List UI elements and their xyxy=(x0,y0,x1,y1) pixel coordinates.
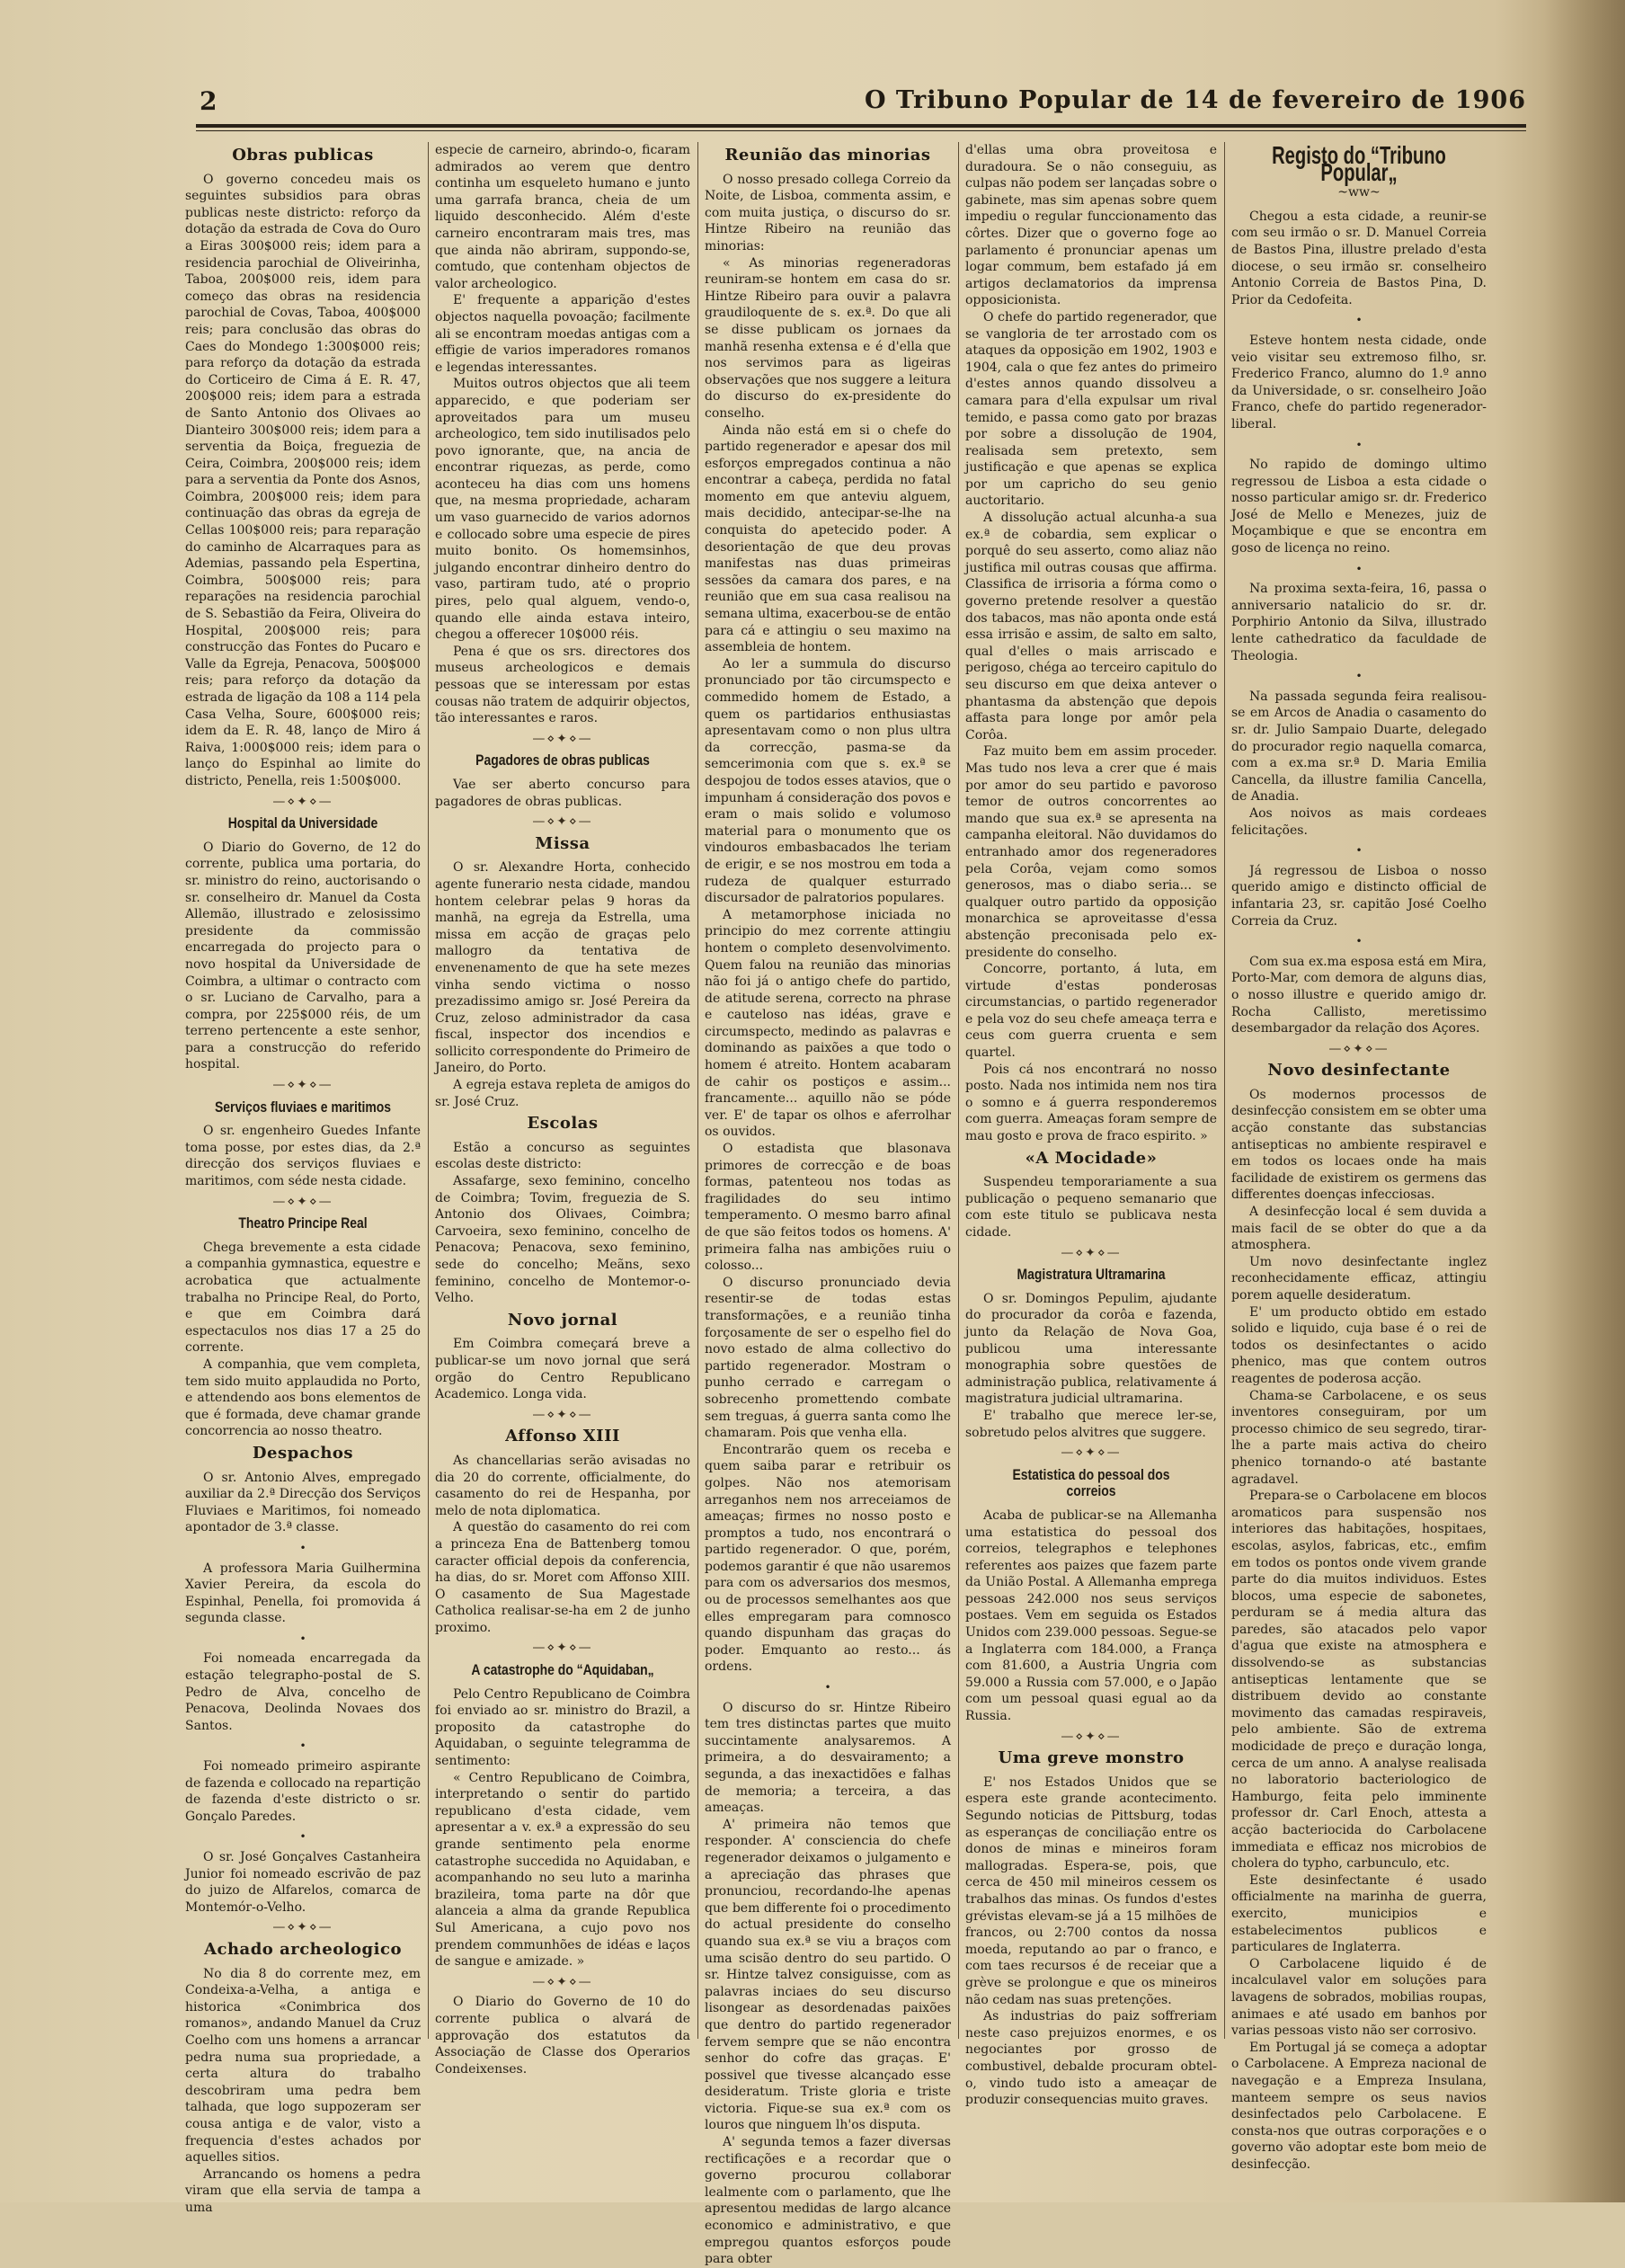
column-1 xyxy=(185,142,421,2215)
article-text: O nosso presado collega Correio da Noite, de Lisboa, commenta assim, e com muita justiça, o discurso do sr. Hintze Ribeiro na reunião das minorias: xyxy=(705,172,951,253)
article-text: Concorre, portanto, á luta, em virtude d'estas ponderosas circumstancias, o partido regenerador e pela voz do seu chefe ameaça terra e ceus com guerra cruenta e sem quartel. xyxy=(965,962,1217,1061)
article-text: Já regressou de Lisboa o nosso querido amigo e distincto official de infantaria 23, sr. capitão José Coelho Correia da Cruz. xyxy=(1231,863,1487,929)
separator-dot: • xyxy=(1355,438,1363,451)
article-text: E' um producto obtido em estado solido e liquido, cuja base é o rei de todos os desinfectantes o acido phenico, mas que contem outros reagentes de poderosa acção. xyxy=(1231,1304,1487,1386)
article-text: d'ellas uma obra proveitosa e duradoura. Se o não conseguiu, as culpas não podem ser lançadas sobre o gabinete, mas sim apenas sobre quem impediu o regular funccionamento das côrtes. Dizer que o governo foge ao parlamento é pronunciar apenas um logar commum, bem estafado já em artigos declamatorios da imprensa opposicionista. xyxy=(965,143,1217,308)
headline-servicos: Serviços fluviaes e maritimos xyxy=(214,1098,392,1116)
column-divider xyxy=(1224,142,1225,2039)
column-divider xyxy=(958,142,959,2039)
article-text: A egreja estava repleta de amigos do sr. José Cruz. xyxy=(435,1078,690,1109)
separator-dot: • xyxy=(1355,935,1363,948)
section-ornament: —⋄✦⋄— xyxy=(272,1194,333,1209)
section-ornament: —⋄✦⋄— xyxy=(532,1641,593,1656)
article-text: E' trabalho que merece ler-se, sobretudo pelos alvitres que suggere. xyxy=(965,1408,1217,1440)
headline-registo: Registo do “Tribuno Popular„ xyxy=(1272,141,1446,186)
headline-despachos: Despachos xyxy=(252,1443,354,1463)
separator-dot: • xyxy=(299,1541,306,1554)
article-text: Estão a concurso as seguintes escolas deste districto: xyxy=(435,1140,690,1172)
article-text: Foi nomeado primeiro aspirante de fazenda e collocado na repartição de fazenda d'este districto o sr. Gonçalo Paredes. xyxy=(185,1759,421,1824)
article-text: O estadista que blasonava primores de correcção e de boas formas, patenteou nos todas as fragilidades do seu intimo temperamento. O mesmo barro afinal de que são feitos todos os homens. A' primeira falha nas ambições ruiu o colosso... xyxy=(705,1142,951,1274)
article-text: Chama-se Carbolacene, e os seus inventores conseguiram, por um processo chimico de seu segredo, tirar-lhe a parte mais activa do cheiro phenico tornando-o até bastante agradavel. xyxy=(1231,1388,1487,1487)
header-rule-thick xyxy=(196,124,1526,128)
article-text: Ainda não está em si o chefe do partido regenerador e apesar dos mil esforços empregados continua a não encontrar a cabeça, perdida no fatal momento em que anteviu alguem, mais decidido, antecipar-se-lhe na conquista do apetecido poder. A desorientação de que deu provas manifestas nas duas primeiras sessões da camara dos pares, e na reunião que em sua casa realisou na semana ultima, exacerbou-se de então para cá e attingiu o seu maximo na assembleia de hontem. xyxy=(705,422,951,655)
article-text: Muitos outros objectos que ali teem apparecido, e que poderiam ser aproveitados para um museu archeologico, tem sido inutilisados pelo povo ignorante, que, na ancia de encontrar riquezas, as perde, como aconteceu ha dias com uns homens que, na mesma propriedade, acharam um vaso guarnecido de varios adornos e collocado sobre uma especie de pires muito bonito. Os homemsinhos, julgando encontrar dinheiro dentro do vaso, partiram tudo, até o proprio pires, pelo qual alguem, vendo-o, quando elle ainda estava inteiro, chegou a offerecer 10$000 réis. xyxy=(435,377,690,643)
headline-magistratura: Magistratura Ultramarina xyxy=(1017,1266,1166,1284)
masthead-title: O Tribuno Popular de 14 de fevereiro de 1906 xyxy=(865,86,1526,114)
article-text: O Diario do Governo, de 12 do corrente, publica uma portaria, do sr. ministro do reino, auctorisando o sr. conselheiro dr. Manuel da Costa Allemão, illustrado e zelosissimo presidente da commissão encarregada do projecto para o novo hospital da Universidade de Coimbra, a ultimar o contracto com o sr. Luciano de Carvalho, para a compra, por 225$000 réis, de um terreno pertencente a este senhor, para a construcção do referido hospital. xyxy=(185,840,421,1072)
headline-affonso: Affonso XIII xyxy=(505,1427,620,1446)
page-number: 2 xyxy=(200,86,218,116)
article-text: O discurso do sr. Hintze Ribeiro tem tres distinctas partes que muito succintamente analysaremos. A primeira, a do desvairamento; a segunda, a das inexactidões e falhas de memoria; a terceira, a das ameaças. xyxy=(705,1700,951,1816)
article-text: O sr. Antonio Alves, empregado auxiliar da 2.ª Direcção dos Serviços Fluviaes e Maritimos, foi nomeado apontador de 3.ª classe. xyxy=(185,1470,421,1535)
separator-dot: • xyxy=(1355,670,1363,683)
column-3 xyxy=(705,142,951,2267)
headline-obras-publicas: Obras publicas xyxy=(232,146,374,165)
article-text: Com sua ex.ma esposa está em Mira, Porto-Mar, com demora de alguns dias, o nosso illustre e querido amigo dr. Rocha Callisto, meretissimo desembargador da relação dos Açores. xyxy=(1231,954,1487,1036)
article-text: Acaba de publicar-se na Allemanha uma estatistica do pessoal dos correios, telegraphos e telephones referentes aos paizes que fazem parte da União Postal. A Allemanha emprega pessoas 242.000 nos seus serviços postaes. Vem em seguida os Estados Unidos com 239.000 pessoas. Segue-se a Inglaterra com 184.000, a França com 81.600, a Austria Ungria com 59.000 a Russia com 57.000, e o Japão com um pessoal quasi egual ao da Russia. xyxy=(965,1508,1217,1724)
article-text: O Carbolacene liquido é de incalculavel valor em soluções para lavagens de sobrados, mobilias roupas, animaes e até usado em banhos por varias pessoas visto não ser corrosivo. xyxy=(1231,1956,1487,2039)
section-ornament: —⋄✦⋄— xyxy=(1328,1041,1390,1056)
separator-dot: • xyxy=(1355,562,1363,575)
article-text: O sr. Alexandre Horta, conhecido agente funerario nesta cidade, mandou hontem celebrar pelas 9 horas da manhã, na egreja da Estrella, uma missa em acção de graças pelo mallogro da tentativa de envenenamento de que ha sete mezes vinha sendo victima o nosso prezadissimo amigo sr. José Pereira da Cruz, zeloso administrador da casa fiscal, inspector dos incendios e sollicito correspondente do Primeiro de Janeiro, do Porto. xyxy=(435,860,690,1076)
article-text: A metamorphose iniciada no principio do mez corrente attingiu hontem o completo desenvolvimento. Quem falou na reunião das minorias não foi já o antigo chefe do partido, de atitude serena, correcto na phrase e cauteloso nas idéas, grave e circumspecto, medindo as palavras e dominando as paixões a que todo o homem é atreito. Hontem acabaram de cahir os postiços e assim... francamente... aquillo não se póde ver. E' de tapar os olhos e aferrolhar os ouvidos. xyxy=(705,907,951,1140)
section-ornament: —⋄✦⋄— xyxy=(1061,1245,1122,1260)
headline-missa: Missa xyxy=(535,833,591,853)
article-text: « As minorias regeneradoras reuniram-se hontem em casa do sr. Hintze Ribeiro para ouvir a palavra graudiloquente de s. ex.ª. Do que ali se disse publicam os jornaes da manhã resenha extensa e é d'ella que nos servimos para as ligeiras observações que nos suggere a leitura do discurso do ex-presidente do conselho. xyxy=(705,255,951,421)
article-text: Pena é que os srs. directores dos museus archeologicos e demais pessoas que se interessam por estas cousas não tratem de adquirir objectos, tão interessantes e raros. xyxy=(435,644,690,726)
headline-reuniao: Reunião das minorias xyxy=(724,146,931,165)
article-text: Ao ler a summula do discurso pronunciado por tão circumspecto e commedido homem de Estado, a quem os partidarios enthusiastas apresentavam como o non plus ultra da correcção, pasma-se da semcerimonia com que s. ex.ª se despojou de todos esses atavios, que o impunham á consideração dos povos e eram o mais solido e volumoso material para o monumento que os vindouros embasbacados lhe teriam de erigir, e se nos mostrou em toda a rudeza de qualquer esturrado discursador de palratorios populares. xyxy=(705,656,951,906)
section-ornament: —⋄✦⋄— xyxy=(1061,1729,1122,1744)
column-divider xyxy=(428,142,429,2039)
article-text: Vae ser aberto concurso para pagadores de obras publicas. xyxy=(435,777,690,809)
section-ornament: —⋄✦⋄— xyxy=(1061,1445,1122,1461)
article-text: Encontrarão quem os receba e quem saiba parar e retribuir os golpes. Não nos atemorisam arreganhos nem nos arreceiamos de ameaças; firmes no nosso posto e promptos a tudo, nos encontrará o partido regenerador. O que, porém, podemos garantir é que não usaremos para com os adversarios dos mesmos, ou de processos semelhantes aos que elles empregaram para comnosco quando dispunham das graças do poder. Emquanto ao resto... ás ordens. xyxy=(705,1442,951,1675)
article-text: E' nos Estados Unidos que se espera este grande acontecimento. Segundo noticias de Pittsburg, todas as esperanças de conciliação entre os donos de minas e mineiros foram mallogradas. Espera-se, pois, que cerca de 450 mil mineiros cessem os trabalhos das minas. Os fundos d'estes grévistas elevam-se já a 15 milhões de francos, ou 2:700 contos da nossa moeda, reputando ao par o franco, e com taes recursos é de receiar que a grève se prolongue e que os mineiros não cedam nas suas pretenções. xyxy=(965,1774,1217,2007)
article-text: A' primeira não temos que responder. A' consciencia do chefe regenerador deixamos o julgamento e a apreciação das phrases que pronunciou, recordando-lhe apenas que bem differente foi o procedimento do actual presidente do conselho quando sua ex.ª se viu a braços com uma scisão dentro do seu partido. O sr. Hintze talvez consiguisse, com as palavras inciaes do seu discurso lisongear as desordenadas paixões que dentro do partido regenerador fervem sempre que se não encontra senhor do cofre das graças. E' possivel que tivesse alcançado esse desideratum. Triste gloria e triste victoria. Fique-se sua ex.ª com os louros que ninguem lh'os disputa. xyxy=(705,1817,951,2133)
article-text: O sr. Domingos Pepulim, ajudante do procurador da corôa e fazenda, junto da Relação de Nova Goa, publicou uma interessante monographia sobre questões de administração publica, relativamente á magistratura judicial ultramarina. xyxy=(965,1291,1217,1407)
article-text: Chega brevemente a esta cidade a companhia gymnastica, equestre e acrobatica que actualmente trabalha no Principe Real, do Porto, e que em Coimbra dará espectaculos nos dias 17 a 25 do corrente. xyxy=(185,1240,421,1356)
column-divider xyxy=(697,142,698,2039)
headline-greve: Uma greve monstro xyxy=(998,1748,1185,1768)
article-text: O governo concedeu mais os seguintes subsidios para obras publicas neste districto: reforço da dotação da estrada de Cova do Ouro a Eiras 300$000 reis; idem para a residencia parochial de Oliveirinha, Taboa, 200$000 reis, idem para começo das obras na residencia parochial de Covas, Taboa, 400$000 reis; para conclusão das obras do Caes do Mondego 1:300$000 reis; para reforço da dotação da estrada do Corticeiro de Cima á E. R. 47, 200$000 reis; idem para a estrada de Santo Antonio dos Olivaes ao Dianteiro 300$000 reis; idem para a serventia da Boiça, freguezia de Ceira, Coimbra, 200$000 reis; idem para a serventia da Ponte dos Asnos, Coimbra, 200$000 reis; idem para continuação das obras da egreja de Cellas 100$000 reis; para reparação do caminho de Alcarraques para as Ademias, passando pela Espertina, Coimbra, 500$000 reis; para reparações na residencia parochial de S. Sebastião da Feira, Oliveira do Hospital, 200$000 reis; para construcção das Fontes do Pucaro e Valle da Egreja, Penacova, 500$000 reis; para reforço da dotação da estrada de ligação da 108 a 114 pela Casa Velha, Soure, 600$000 reis; idem da E. R. 48, lanço de Miro á Raiva, 1:000$000 reis; idem para o lanço do Espinhal ao limite do districto, Penella, reis 1:500$000. xyxy=(185,172,421,788)
article-text: Pois cá nos encontrará no nosso posto. Nada nos intimida nem nos tira o somno e á guerra responderemos com guerra. Ameaças foram sempre de mau gosto e prova de fraco espirito. » xyxy=(965,1062,1217,1144)
page-header xyxy=(196,81,1526,122)
page-edge-shadow xyxy=(1544,0,1625,2202)
separator-dot: • xyxy=(299,1739,306,1753)
separator-dot: • xyxy=(299,1632,306,1645)
article-text: Faz muito bem em assim proceder. Mas tudo nos leva a crer que é mais por amor do seu partido e pavoroso temor de outros concorrentes ao mando que sua ex.ª se apresenta na campanha eleitoral. Não duvidamos do entranhado amor dos regeneradores pela Corôa, vejam como somos generosos, mas o diabo seria... se qualquer outro partido da opposição monarchica se aproveitasse d'essa abstenção preconisada pelo ex-presidente do conselho. xyxy=(965,744,1217,960)
headline-achado: Achado archeologico xyxy=(204,1939,402,1959)
article-text: A' segunda temos a fazer diversas rectificações e a recordar que o governo procurou collaborar lealmente com o parlamento, que lhe apresentou medidas de largo alcance economico e administrativo, e que empregou quantos esforços poude para obter xyxy=(705,2135,951,2267)
section-ornament: —⋄✦⋄— xyxy=(272,1920,333,1935)
headline-aquidaban: A catastrophe do “Aquidaban„ xyxy=(471,1661,654,1679)
column-4 xyxy=(965,142,1217,2108)
article-text: O discurso pronunciado devia resentir-se de todas estas transformações, e a reunião tinha forçosamente de ser o espelho fiel do novo estado de alma collectivo do partido regenerador. Mostram o punho cerrado e carregam o sobrecenho promettendo combate sem treguas, á guerra santa como lhe chamaram. Pois que venha ella. xyxy=(705,1275,951,1441)
article-text: Arrancando os homens a pedra viram que ella servia de tampa a uma xyxy=(185,2166,421,2215)
article-text: A dissolução actual alcunha-a sua ex.ª de cobardia, sem explicar o porquê do seu asserto, como aliaz não justifica mil outras cousas que affirma. Classifica de irrisoria a fórma como o governo pretende resolver a questão dos tabacos, mas não aponta onde está essa irrisão e assim, de salto em salto, qual d'elles o mais arriscado e perigoso, chéga ao terceiro capitulo do seu discurso em que deixa antever o phantasma da abstenção que depois affasta para longe por amôr pela Corôa. xyxy=(965,511,1217,743)
article-text: Em Portugal já se começa a adoptar o Carbolacene. A Empreza nacional de navegação e a Empreza Insulana, manteem sempre os seus navios desinfectados pelo Carbolacene. E consta-nos que outras corporações e o governo vão adoptar este bom meio de desinfecção. xyxy=(1231,2040,1487,2172)
section-ornament: —⋄✦⋄— xyxy=(532,731,593,746)
article-text: Aos noivos as mais cordeaes felicitações. xyxy=(1231,805,1487,838)
article-text: No dia 8 do corrente mez, em Condeixa-a-Velha, a antiga e historica «Conimbrica dos romanos», andando Manuel da Cruz Coelho com uns homens a arrancar pedra numa sua propriedade, a certa altura do trabalho descobriram uma pedra bem talhada, que logo suppozeram ser cousa antiga e de valor, visto a frequencia d'estes achados por aquelles sitios. xyxy=(185,1966,421,2166)
article-text: A questão do casamento do rei com a princeza Ena de Battenberg tomou caracter official depois da conferencia, ha dias, do sr. Moret com Affonso XIII. O casamento de Sua Magestade Catholica realisar-se-ha em 2 de junho proximo. xyxy=(435,1520,690,1635)
article-text: As chancellarias serão avisadas no dia 20 do corrente, officialmente, do casamento do rei de Hespanha, por melo de nota diplomatica. xyxy=(435,1453,690,1518)
article-text: O Diario do Governo de 10 do corrente publica o alvará de approvação dos estatutos da Associação de Classe dos Operarios Condeixenses. xyxy=(435,1995,690,2077)
article-text: « Centro Republicano de Coimbra, interpretando o sentir do partido republicano d'esta cidade, vem apresentar a v. ex.ª a expressão do seu grande sentimento pela enorme catastrophe succedida no Aquidaban, e acompanhando no seu luto a marinha brazileira, toma parte na dôr que alanceia a alma da grande Republica Sul Americana, a cujo povo nos prendem communhões de idéas e laços de sangue e amizade. » xyxy=(435,1770,690,1970)
separator-dot: • xyxy=(1355,844,1363,858)
article-text: E' frequente a apparição d'estes objectos naquella povoação; facilmente ali se encontram moedas antigas com a effigie de varios imperadores romanos e legendas interessantes. xyxy=(435,293,690,375)
section-ornament: —⋄✦⋄— xyxy=(272,794,333,809)
article-text: As industrias do paiz soffreriam neste caso prejuizos enormes, e os negociantes por grosso de combustivel, debalde procuram obtel-o, vindo tudo isto a ameaçar de produzir consequencias muito graves. xyxy=(965,2009,1217,2108)
section-ornament: —⋄✦⋄— xyxy=(532,1407,593,1422)
separator-dot: • xyxy=(1355,314,1363,327)
article-text: Os modernos processos de desinfecção consistem em se obter uma acção constante das substancias antisepticas no ambiente respiravel e em todos os locaes onde ha mais facilidade de existirem os germens das differentes doenças infecciosas. xyxy=(1231,1087,1487,1203)
column-5 xyxy=(1231,141,1487,2172)
headline-theatro: Theatro Principe Real xyxy=(238,1214,368,1232)
headline-flourish: ~ww~ xyxy=(1337,185,1381,200)
headline-pagadores: Pagadores de obras publicas xyxy=(475,752,650,769)
article-text: No rapido de domingo ultimo regressou de Lisboa a esta cidade o nosso particular amigo sr. dr. Frederico José de Mello e Menezes, juiz de Moçambique e que se encontra em goso de licença no reino. xyxy=(1231,458,1487,556)
article-text: A desinfecção local é sem duvida a mais facil de se obter do que a da atmosphera. xyxy=(1231,1205,1487,1253)
headline-hospital: Hospital da Universidade xyxy=(227,814,378,832)
article-text: Esteve hontem nesta cidade, onde veio visitar seu extremoso filho, sr. Frederico Franco, alumno do 1.º anno da Universidade, o sr. conselheiro João Franco, chefe do partido regenerador-liberal. xyxy=(1231,333,1487,431)
headline-desinfectante: Novo desinfectante xyxy=(1267,1061,1451,1081)
separator-dot: • xyxy=(299,1830,306,1844)
section-ornament: —⋄✦⋄— xyxy=(532,814,593,830)
headline-escolas: Escolas xyxy=(527,1114,599,1134)
article-text: Na passada segunda feira realisou-se em Arcos de Anadia o casamento do sr. dr. Julio Sampaio Duarte, delegado do procurador regio naquella comarca, com a ex.ma sr.ª D. Maria Emilia Cancella, da illustre familia Cancella, de Anadia. xyxy=(1231,689,1487,805)
article-text: A companhia, que vem completa, tem sido muito applaudida no Porto, e attendendo aos bons elementos de que é formada, deve chamar grande concorrencia ao nosso theatro. xyxy=(185,1356,421,1439)
section-ornament: —⋄✦⋄— xyxy=(532,1974,593,1989)
article-text: A professora Maria Guilhermina Xavier Pereira, da escola do Espinhal, Penella, foi promovida á segunda classe. xyxy=(185,1561,421,1626)
headline-estatistica: Estatistica do pessoal dos correios xyxy=(1012,1465,1170,1500)
headline-novo-jornal: Novo jornal xyxy=(507,1310,618,1330)
header-rule-thin xyxy=(196,130,1526,131)
separator-dot: • xyxy=(824,1681,831,1694)
article-text: Este desinfectante é usado officialmente na marinha de guerra, exercito, municipios e estabelecimentos publicos e particulares de Inglaterra. xyxy=(1231,1872,1487,1955)
headline-mocidade: «A Mocidade» xyxy=(1025,1148,1158,1168)
article-text: O sr. José Gonçalves Castanheira Junior foi nomeado escrivão de paz do juizo de Alfarelos, comarca de Montemór-o-Velho. xyxy=(185,1850,421,1915)
article-text: Assafarge, sexo feminino, concelho de Coimbra; Tovim, freguezia de S. Antonio dos Olivaes, Coimbra; Carvoeira, sexo feminino, concelho de Penacova; Penacova, sexo feminino, sede do concelho; Meãns, sexo feminino, concelho de Montemor-o-Velho. xyxy=(435,1174,690,1306)
article-text: Suspendeu temporariamente a sua publicação o pequeno semanario que com este titulo se publicava nesta cidade. xyxy=(965,1175,1217,1240)
article-text: Pelo Centro Republicano de Coimbra foi enviado ao sr. ministro do Brazil, a proposito da catastrophe do Aquidaban, o seguinte telegramma de sentimento: xyxy=(435,1686,690,1769)
article-text: Um novo desinfectante inglez reconhecidamente efficaz, attingiu porem aquelle desideratum. xyxy=(1231,1254,1487,1303)
article-text: Prepara-se o Carbolacene em blocos aromaticos para suspensão nos interiores das habitações, hospitaes, escolas, asylos, fabricas, etc., emfim em todos os pontos onde vivem grande parte do dia muitos individuos. Estes blocos, uma especie de sabonetes, perduram se á media altura das paredes, são atacados pelo vapor d'agua que existe na atmosphera e dissolvendo-se as substancias antisepticas lentamente que se distribuem devido ao constante movimento das camadas respiraveis, pelo ambiente. São de extrema modicidade de preço e duração longa, cerca de um anno. A analyse realisada no laboratorio bacteriologico de Hamburgo, feita pelo imminente professor dr. Carl Enoch, attesta a acção bacteriocida do Carbolacene immediata e efficaz nos microbios de cholera do typho, carbunculo, etc. xyxy=(1231,1489,1487,1872)
article-text: Na proxima sexta-feira, 16, passa o anniversario natalicio do sr. dr. Porphirio Antonio da Silva, illustrado lente cathedratico da faculdade de Theologia. xyxy=(1231,582,1487,663)
article-text: Foi nomeada encarregada da estação telegrapho-postal de S. Pedro de Alva, concelho de Penacova, Deolinda Novaes dos Santos. xyxy=(185,1651,421,1733)
article-text: O chefe do partido regenerador, que se vangloria de ter arrostado com os ataques da opposição em 1902, 1903 e 1904, cala o que fez antes do primeiro d'estes annos quando dissolveu a camara para d'ella expulsar um rival temido, e passa como gato por brazas por sobre a dissolução de 1904, realisada sem pretexto, sem justificação e que apenas se explica por um capricho do seu genio auctoritario. xyxy=(965,309,1217,509)
article-text: O sr. engenheiro Guedes Infante toma posse, por estes dias, da 2.ª direcção dos serviços fluviaes e maritimos, com séde nesta cidade. xyxy=(185,1124,421,1189)
article-text: especie de carneiro, abrindo-o, ficaram admirados ao verem que dentro continha um esqueleto humano e junto uma garrafa branca, cheia de um liquido desconhecido. Além d'este carneiro encontraram mais tres, mas que ainda não abriram, suppondo-se, comtudo, que contenham objectos de valor archeologico. xyxy=(435,143,690,291)
article-text: Chegou a esta cidade, a reunir-se com seu irmão o sr. D. Manuel Correia de Bastos Pina, illustre prelado d'esta diocese, o seu irmão sr. conselheiro Antonio Correia de Bastos Pina, D. Prior da Cedofeita. xyxy=(1231,209,1487,307)
column-2 xyxy=(435,142,690,2077)
article-text: Em Coimbra começará breve a publicar-se um novo jornal que será orgão do Centro Republicano Academico. Longa vida. xyxy=(435,1337,690,1402)
section-ornament: —⋄✦⋄— xyxy=(272,1078,333,1093)
